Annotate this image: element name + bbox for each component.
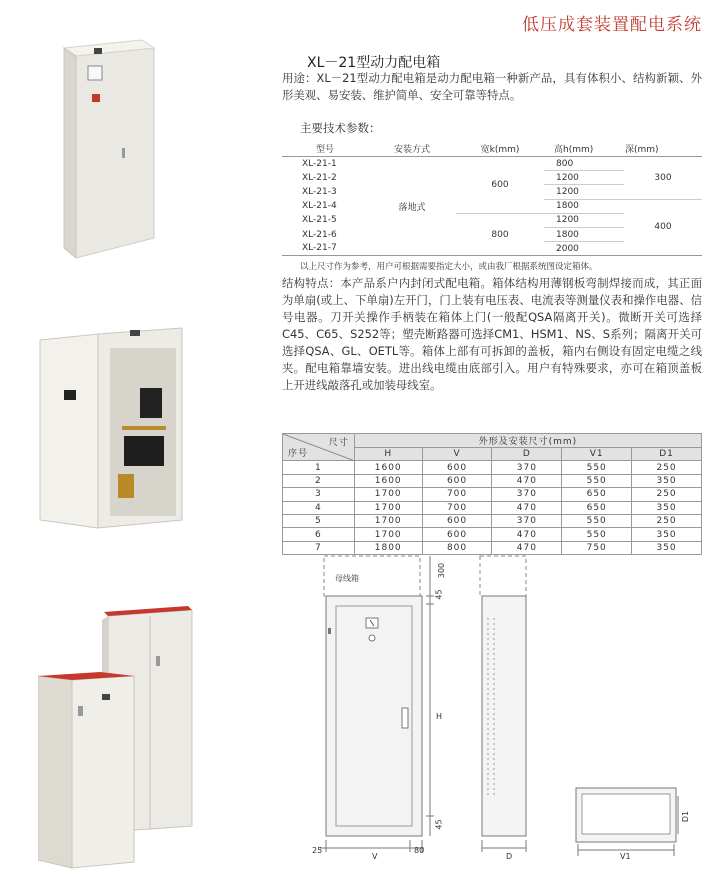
dim-cell-D1: 350: [632, 541, 702, 554]
dim-col-H: H: [354, 448, 422, 461]
table-row: [283, 501, 702, 514]
dim-45-top-label: 45: [434, 589, 444, 600]
dim-cell-V1: 650: [562, 488, 632, 501]
spec-col-depth: 深(mm): [624, 140, 702, 157]
dim-cell-D1: 250: [632, 461, 702, 474]
height-cell: 2000: [544, 242, 624, 256]
spec-col-width: 宽k(mm): [456, 140, 544, 157]
width-cell: 800: [491, 229, 509, 240]
height-cell: 800: [556, 158, 574, 169]
spec-col-install: 安装方式: [368, 140, 456, 157]
dim-cell-V: 600: [422, 474, 492, 487]
dim-cell-H: 1700: [354, 501, 422, 514]
dim-cell-V: 600: [422, 461, 492, 474]
dim-col-V: V: [422, 448, 492, 461]
table-row: [283, 514, 702, 527]
height-cell: 1800: [544, 227, 624, 241]
height-cell: 1800: [544, 199, 624, 213]
dim-H-label: H: [436, 712, 443, 721]
dim-cell-V1: 550: [562, 474, 632, 487]
height-cell: 1200: [544, 213, 624, 227]
spec-note: 以上尺寸作为参考，用户可根据需要指定大小，或由我厂根据系统图设定箱体。: [300, 262, 598, 272]
dim-cell-V1: 550: [562, 514, 632, 527]
depth-cell: 300: [624, 157, 702, 200]
dim-cell-no: 2: [283, 474, 355, 487]
dim-col-V1: V1: [562, 448, 632, 461]
dim-cell-V1: 550: [562, 461, 632, 474]
cabinet-open-photo: [36, 324, 186, 530]
dim-cell-H: 1700: [354, 528, 422, 541]
dim-cell-no: 7: [283, 541, 355, 554]
dim-D-label: D: [506, 852, 513, 861]
usage-paragraph: 用途：XL－21型动力配电箱是动力配电箱一种新产品，具有体积小、结构新颖、外形美观、易安装、维护简单、安全可靠等特点。: [282, 71, 702, 102]
dim-cell-V1: 650: [562, 501, 632, 514]
dim-cell-H: 1700: [354, 488, 422, 501]
dim-25-label: 25: [312, 846, 323, 855]
dim-cell-no: 3: [283, 488, 355, 501]
dim-cell-D: 470: [492, 541, 562, 554]
spec-col-height: 高h(mm): [544, 140, 624, 157]
dim-cell-no: 1: [283, 461, 355, 474]
dim-cell-H: 1600: [354, 474, 422, 487]
model-cell: XL-21-5: [302, 215, 337, 226]
dim-D1-label: D1: [681, 810, 691, 823]
model-cell: XL-21-2: [302, 172, 337, 183]
dim-V1-label: V1: [620, 852, 631, 861]
dim-cell-V: 600: [422, 514, 492, 527]
dim-col-D: D: [492, 448, 562, 461]
dim-cell-V1: 550: [562, 528, 632, 541]
dim-cell-V: 700: [422, 501, 492, 514]
dim-cell-D: 370: [492, 488, 562, 501]
group-header: 外形及安装尺寸(mm): [354, 434, 701, 448]
dim-cell-V1: 750: [562, 541, 632, 554]
corner-label-size: 尺寸: [328, 438, 349, 448]
dim-cell-D1: 350: [632, 501, 702, 514]
section-title: 低压成套装置配电系统: [522, 15, 702, 35]
dim-cell-V: 600: [422, 528, 492, 541]
dim-45-bottom-label: 45: [434, 819, 444, 830]
dim-cell-D1: 250: [632, 488, 702, 501]
dim-cell-H: 1700: [354, 514, 422, 527]
cabinets-group-photo: [38, 606, 204, 870]
dim-V-label: V: [372, 852, 378, 861]
dim-80-label: 80: [414, 846, 425, 855]
model-cell: XL-21-3: [302, 186, 337, 197]
dim-cell-V: 700: [422, 488, 492, 501]
corner-cell: [283, 434, 355, 461]
dim-cell-D: 470: [492, 501, 562, 514]
dim-cell-D: 470: [492, 528, 562, 541]
dim-col-D1: D1: [632, 448, 702, 461]
dim-cell-H: 1600: [354, 461, 422, 474]
table-row: [283, 528, 702, 541]
spec-col-model: 型号: [282, 140, 368, 157]
spec-heading: 主要技术参数：: [300, 121, 381, 135]
height-cell: 1200: [544, 185, 624, 199]
dim-cell-no: 6: [283, 528, 355, 541]
table-row: [282, 157, 702, 171]
dim-cell-D1: 350: [632, 474, 702, 487]
spec-table: [282, 140, 702, 256]
table-row: [283, 461, 702, 474]
dim-cell-no: 5: [283, 514, 355, 527]
model-cell: XL-21-4: [302, 201, 337, 212]
dim-cell-H: 1800: [354, 541, 422, 554]
cabinet-closed-photo: [58, 26, 166, 262]
dim-cell-D: 370: [492, 514, 562, 527]
height-cell: 1200: [544, 171, 624, 185]
spec-header-row: [282, 140, 702, 157]
dim-cell-D: 370: [492, 461, 562, 474]
dimensions-table: [282, 433, 702, 555]
dim-300-label: 300: [437, 562, 447, 579]
busbar-label: 母线箱: [335, 574, 359, 583]
depth-cell: 400: [654, 222, 672, 233]
dim-cell-V: 800: [422, 541, 492, 554]
dim-cell-D1: 250: [632, 514, 702, 527]
structure-paragraph: 结构特点：本产品系户内封闭式配电箱。箱体结构用薄钢板弯制焊接而成，其正面为单扇(或上、下单扇)左开门，门上装有电压表、电流表等测量仪表和操作电器、信号电器。刀开关操作手柄装在箱体上门(一般配QSA隔离开关)。微断开关可选择C45、C65、S252等；塑壳断路器可选择CM1、HSM1、NS、S系列；隔离开关可选择QSA、GL、OETL等。箱体上部有可拆卸的盖板，箱内右侧设有固定电缆之线夹。配电箱靠墙安装。进出线电缆由底部引入。用户有特殊要求，亦可在箱顶盖板上开进线敲落孔或加装母线室。: [282, 276, 702, 392]
install-cell: 落地式: [398, 202, 426, 213]
product-title: XL－21型动力配电箱: [307, 55, 441, 71]
model-cell: XL-21-7: [302, 243, 337, 254]
dim-cell-no: 4: [283, 501, 355, 514]
dim-cell-D: 470: [492, 474, 562, 487]
dim-cell-D1: 350: [632, 528, 702, 541]
width-cell: 600: [456, 157, 544, 214]
model-cell: XL-21-1: [302, 158, 337, 169]
dim-header-row: [283, 434, 702, 448]
table-row: [283, 488, 702, 501]
model-cell: XL-21-6: [302, 229, 337, 240]
corner-label-no: 序号: [288, 449, 309, 460]
side-view-drawing: [470, 548, 540, 868]
table-row: [283, 474, 702, 487]
